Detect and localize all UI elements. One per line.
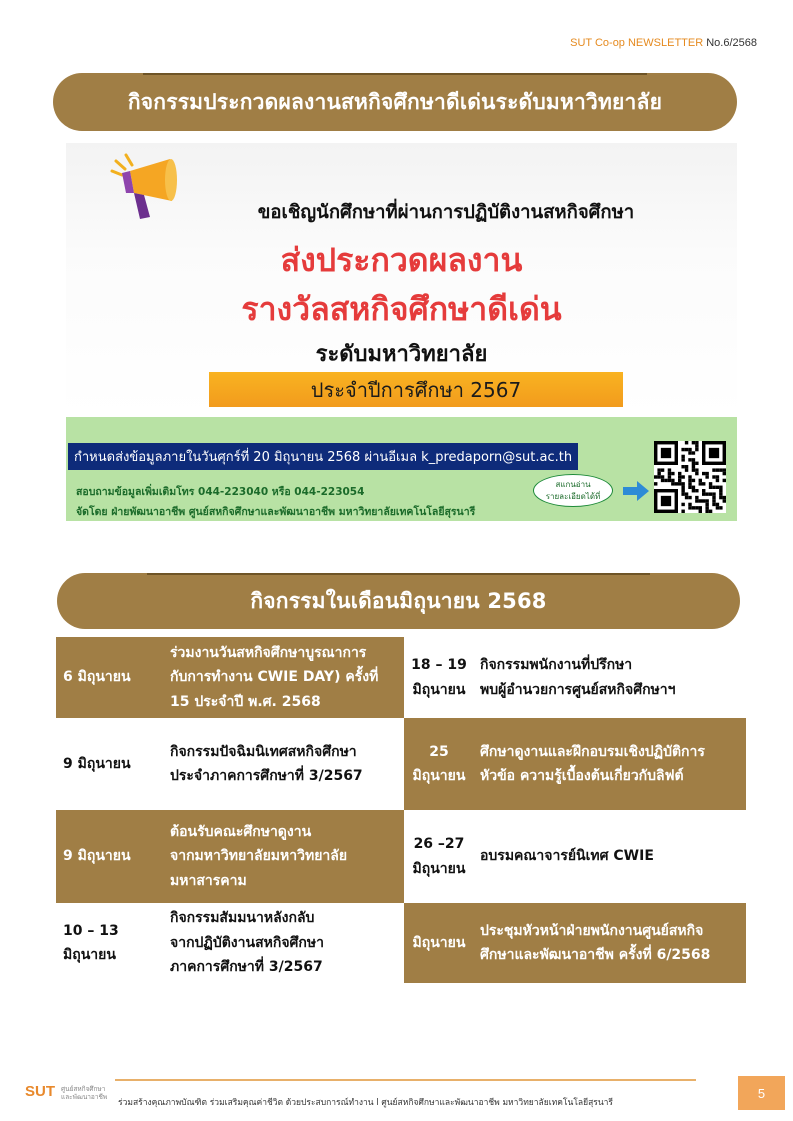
poster-organizer: จัดโดย ฝ่ายพัฒนาอาชีพ ศูนย์สหกิจศึกษาและพัฒนาอาชีพ มหาวิทยาลัยเทคโนโลยีสุรนารี xyxy=(76,506,476,518)
schedule-activity-line: กิจกรรมสัมมนาหลังกลับ xyxy=(170,910,315,927)
schedule-date-text: มิถุนายน xyxy=(412,768,466,784)
poster-headline-2: รางวัลสหกิจศึกษาดีเด่น xyxy=(241,290,562,328)
poster-info-band xyxy=(66,417,737,521)
schedule-activity xyxy=(474,637,746,718)
schedule-date xyxy=(404,903,474,983)
schedule-date-text: 25 xyxy=(429,743,449,760)
schedule-date xyxy=(404,718,474,810)
schedule-date-text: 26 –27 xyxy=(413,836,465,852)
section-banner-june xyxy=(57,573,740,629)
schedule-activity-line: อบรมคณาจารย์นิเทศ CWIE xyxy=(480,848,654,865)
schedule-activity xyxy=(474,810,746,903)
schedule-activity xyxy=(160,718,404,810)
schedule-activity-line: พบผู้อำนวยการศูนย์สหกิจศึกษาฯ xyxy=(480,681,676,698)
schedule-date xyxy=(404,810,474,903)
schedule-activity-line: จากมหาวิทยาลัยมหาวิทยาลัย xyxy=(170,848,348,865)
section-title-june: กิจกรรมในเดือนมิถุนายน 2568 xyxy=(250,588,547,613)
schedule-activity-line: กิจกรรมพนักงานที่ปรึกษา xyxy=(480,657,633,673)
schedule-activity-line: 15 ประจำปี พ.ศ. 2568 xyxy=(170,693,321,710)
section-title-contest: กิจกรรมประกวดผลงานสหกิจศึกษาดีเด่นระดับมหาวิทยาลัย xyxy=(127,89,663,114)
schedule-activity-line: กับการทำงาน CWIE DAY) ครั้งที่ xyxy=(170,669,379,686)
schedule-date-text: มิถุนายน xyxy=(412,934,466,951)
poster-invite-text: ขอเชิญนักศึกษาที่ผ่านการปฏิบัติงานสหกิจศึกษา xyxy=(257,202,635,223)
newsletter-issue: No.6/2568 xyxy=(706,37,757,49)
schedule-date xyxy=(56,903,160,983)
newsletter-issue-tag xyxy=(570,37,757,49)
poster-year: ประจำปีการศึกษา 2567 xyxy=(310,377,522,402)
schedule-date-text: 9 มิถุนายน xyxy=(63,848,131,865)
section-banner-contest xyxy=(53,73,737,131)
schedule-activity-line: ศึกษาดูงานและฝึกอบรมเชิงปฏิบัติการ xyxy=(480,743,705,760)
scan-callout-line-1: สแกนอ่าน xyxy=(555,480,591,489)
page-number-text: 5 xyxy=(757,1085,766,1101)
arrow-right-icon xyxy=(621,479,651,503)
footer-tagline: ร่วมสร้างคุณภาพบัณฑิต ร่วมเสริมคุณค่าชีวิต ด้วยประสบการณ์ทำงาน l ศูนย์สหกิจศึกษาและพัฒนาอาชีพ มหาวิทยาลัยเทคโนโลยีสุรนารี xyxy=(118,1098,613,1108)
schedule-date xyxy=(56,810,160,903)
scan-callout xyxy=(533,474,613,507)
footer-divider xyxy=(115,1079,696,1081)
schedule-activity xyxy=(474,903,746,983)
schedule-row xyxy=(56,718,746,810)
schedule-activity-line: จากปฏิบัติงานสหกิจศึกษา xyxy=(170,934,324,951)
schedule-row xyxy=(56,810,746,903)
schedule-activity-line: ประชุมหัวหน้าฝ่ายพนักงานศูนย์สหกิจ xyxy=(480,922,704,939)
schedule-activity xyxy=(160,637,404,718)
page-number xyxy=(738,1076,785,1110)
poster-top-area xyxy=(66,143,737,417)
qr-code[interactable] xyxy=(654,441,726,513)
schedule-activity-line: ประจำภาคการศึกษาที่ 3/2567 xyxy=(170,768,363,784)
schedule-activity-line: กิจกรรมปัจฉิมนิเทศสหกิจศึกษา xyxy=(170,743,357,760)
footer-logo-sub-1: ศูนย์สหกิจศึกษา xyxy=(61,1085,106,1093)
schedule-row xyxy=(56,637,746,718)
footer-logo-sub-2: และพัฒนาอาชีพ xyxy=(61,1093,108,1101)
footer-logo-text: SUT xyxy=(25,1083,55,1100)
poster-deadline: กำหนดส่งข้อมูลภายในวันศุกร์ที่ 20 มิถุนายน 2568 ผ่านอีเมล k_predaporn@sut.ac.th xyxy=(68,443,578,470)
poster-level: ระดับมหาวิทยาลัย xyxy=(315,342,488,367)
schedule-date-text: มิถุนายน xyxy=(412,681,466,698)
schedule-date xyxy=(404,637,474,718)
schedule-activity-line: ศึกษาและพัฒนาอาชีพ ครั้งที่ 6/2568 xyxy=(480,947,711,963)
schedule-activity-line: มหาสารคาม xyxy=(170,872,247,889)
schedule-activity-line: ภาคการศึกษาที่ 3/2567 xyxy=(170,959,323,976)
schedule-date-text: 6 มิถุนายน xyxy=(63,669,131,686)
poster-headline-1: ส่งประกวดผลงาน xyxy=(280,241,523,279)
schedule-date-text: 9 มิถุนายน xyxy=(63,755,131,772)
schedule-date-text: 18 – 19 xyxy=(411,657,467,673)
contest-poster xyxy=(66,143,737,521)
schedule-activity xyxy=(160,903,404,983)
schedule-date-text: มิถุนายน xyxy=(412,860,466,877)
schedule-activity-line: ต้อนรับคณะศึกษาดูงาน xyxy=(170,823,312,840)
scan-callout-line-2: รายละเอียดได้ที่ xyxy=(545,492,601,501)
schedule-activity xyxy=(474,718,746,810)
schedule-activity-line: ร่วมงานวันสหกิจศึกษาบูรณาการ xyxy=(170,644,367,661)
schedule-date xyxy=(56,637,160,718)
schedule-activity-line: หัวข้อ ความรู้เบื้องต้นเกี่ยวกับลิฟต์ xyxy=(480,768,684,784)
schedule-date-text: 10 – 13 xyxy=(63,922,119,939)
sut-coop-logo xyxy=(25,1081,115,1109)
schedule-activity xyxy=(160,810,404,903)
poster-contact: สอบถามข้อมูลเพิ่มเติมโทร 044-223040 หรือ 044-223054 xyxy=(76,486,365,498)
schedule-date-text: มิถุนายน xyxy=(63,947,116,963)
megaphone-icon xyxy=(92,149,182,221)
newsletter-brand: SUT Co-op NEWSLETTER xyxy=(570,37,704,49)
schedule-row xyxy=(56,903,746,983)
schedule-date xyxy=(56,718,160,810)
poster-year-box xyxy=(209,372,623,407)
